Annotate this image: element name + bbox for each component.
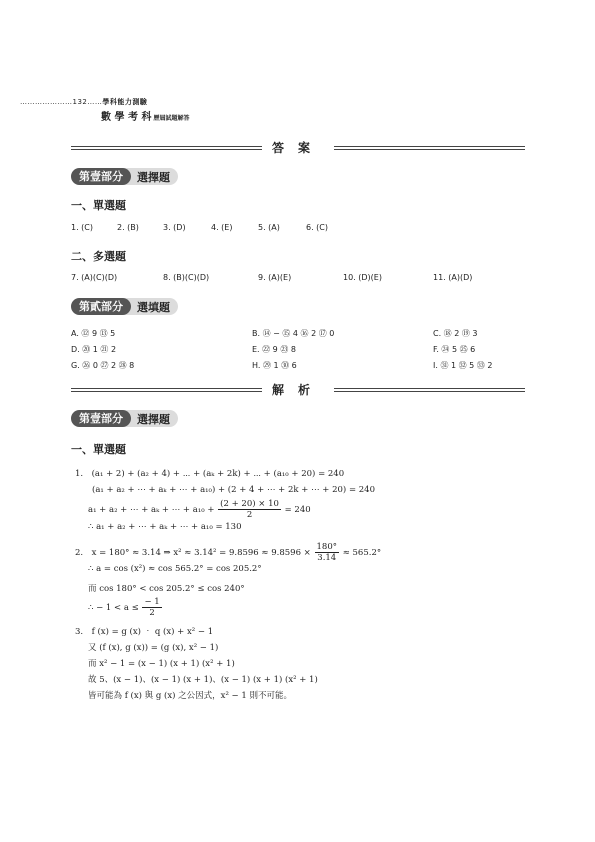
part1b-type: 選擇題	[137, 412, 170, 426]
fill-answer: H. ㉙ 1 ㉚ 6	[252, 361, 297, 370]
solution-2-line-1-right: ≈ 565.2°	[342, 548, 382, 558]
solution-2-line-1	[75, 542, 381, 563]
answer-item: 9. (A)(E)	[258, 273, 292, 282]
part1-label: 第壹部分	[71, 168, 131, 185]
subject-title: 數 學 考 科	[101, 112, 152, 123]
solution-3-line-4: 故 5、(x − 1)、(x − 1) (x + 1)、(x − 1) (x + 1) (x² + 1)	[88, 675, 318, 685]
part2-label: 第貳部分	[71, 298, 131, 315]
fill-answer-row	[71, 360, 531, 372]
subject-subtitle: 歷屆試題解答	[153, 115, 190, 122]
fill-answer-row	[71, 344, 531, 356]
fraction	[218, 499, 281, 520]
answer-item: 5. (A)	[258, 223, 280, 232]
fill-answer: E. ㉒ 9 ㉓ 8	[252, 345, 296, 354]
solution-1-line-3	[88, 499, 311, 520]
fill-answer-row	[71, 328, 531, 340]
fill-answer: B. ⑭ − ⑮ 4 ⑯ 2 ⑰ 0	[252, 329, 335, 338]
fraction-numerator: 180°	[316, 542, 337, 552]
solution-2-line-4-left: ∴ − 1 < a ≤	[88, 603, 139, 613]
fraction-numerator: − 1	[144, 597, 160, 607]
answer-item: 1. (C)	[71, 223, 94, 232]
solution-1-line-4: ∴ a₁ + a₂ + ⋯ + aₖ + ⋯ + a₁₀ = 130	[88, 522, 242, 532]
fill-answer: A. ⑫ 9 ⑬ 5	[71, 329, 116, 338]
heading-multi: 二、多選題	[71, 250, 126, 263]
answer-item: 7. (A)(C)(D)	[71, 273, 118, 282]
fraction	[315, 542, 339, 563]
solution-2-line-1-left: 2. x = 180° ≈ 3.14 ⇒ x² ≈ 3.14² = 9.8596 ≈ 9.8596 ×	[75, 548, 311, 558]
answer-item: 4. (E)	[211, 223, 233, 232]
page-number-dots: …………………132……	[20, 98, 103, 106]
answers-divider	[71, 143, 525, 153]
solution-3-line-3: 而 x² − 1 = (x − 1) (x + 1) (x² + 1)	[88, 659, 235, 669]
analysis-divider	[71, 385, 525, 395]
answers-label: 答案	[262, 139, 334, 156]
heading-single: 一、單選題	[71, 199, 126, 212]
fraction-numerator: (2 + 20) × 10	[220, 499, 279, 509]
solution-2-line-3: 而 cos 180° < cos 205.2° ≤ cos 240°	[88, 584, 245, 594]
fraction	[142, 597, 161, 618]
solution-1-line-1: 1. (a₁ + 2) + (a₂ + 4) + ⋯ + (aₖ + 2k) + ⋯ + (a₁₀ + 20) = 240	[75, 469, 345, 479]
fill-answer: G. ㉖ 0 ㉗ 2 ㉘ 8	[71, 361, 135, 370]
part1b-badge	[71, 410, 178, 427]
fill-answer: I. ㉛ 1 ㉜ 5 ㉝ 2	[433, 361, 493, 370]
answer-item: 11. (A)(D)	[433, 273, 473, 282]
part1-type: 選擇題	[137, 170, 170, 184]
fraction-denominator: 2	[149, 608, 155, 618]
answer-item: 6. (C)	[306, 223, 329, 232]
solution-3-line-5: 皆可能為 f (x) 與 g (x) 之公因式，x² − 1 則不可能。	[88, 691, 292, 701]
solution-1-line-2: (a₁ + a₂ + ⋯ + aₖ + ⋯ + a₁₀) + (2 + 4 + ⋯ + 2k + ⋯ + 20) = 240	[92, 485, 375, 495]
subject-header	[101, 108, 189, 123]
part1b-label: 第壹部分	[71, 410, 131, 427]
solution-1-line-3-left: a₁ + a₂ + ⋯ + aₖ + ⋯ + a₁₀ +	[88, 505, 215, 515]
analysis-label: 解析	[262, 381, 334, 398]
solution-2-line-4	[88, 597, 163, 618]
fraction-denominator: 2	[246, 510, 253, 520]
solution-3-line-1: 3. f (x) = g (x) ‧ q (x) + x² − 1	[75, 627, 214, 637]
single-answer-row	[71, 223, 531, 235]
answer-item: 3. (D)	[163, 223, 186, 232]
answer-item: 10. (D)(E)	[343, 273, 382, 282]
heading-single-analysis: 一、單選題	[71, 443, 126, 456]
solution-3-line-2: 又 (f (x), g (x)) = (g (x), x² − 1)	[88, 643, 219, 653]
part1-badge	[71, 168, 178, 185]
part2-badge	[71, 298, 178, 315]
answer-item: 2. (B)	[117, 223, 139, 232]
part2-type: 選填題	[137, 300, 170, 314]
multi-answer-row	[71, 273, 531, 285]
running-header	[20, 97, 147, 107]
book-title: 學科能力測驗	[102, 98, 148, 106]
fill-answer: C. ⑱ 2 ⑲ 3	[433, 329, 478, 338]
answer-item: 8. (B)(C)(D)	[163, 273, 210, 282]
fill-answer: F. ㉔ 5 ㉕ 6	[433, 345, 476, 354]
fraction-denominator: 3.14	[317, 553, 337, 563]
solution-1-line-3-right: = 240	[284, 505, 311, 515]
fill-answer: D. ⑳ 1 ㉑ 2	[71, 345, 117, 354]
solution-2-line-2: ∴ a = cos (x²) ≈ cos 565.2° = cos 205.2°	[88, 564, 262, 574]
